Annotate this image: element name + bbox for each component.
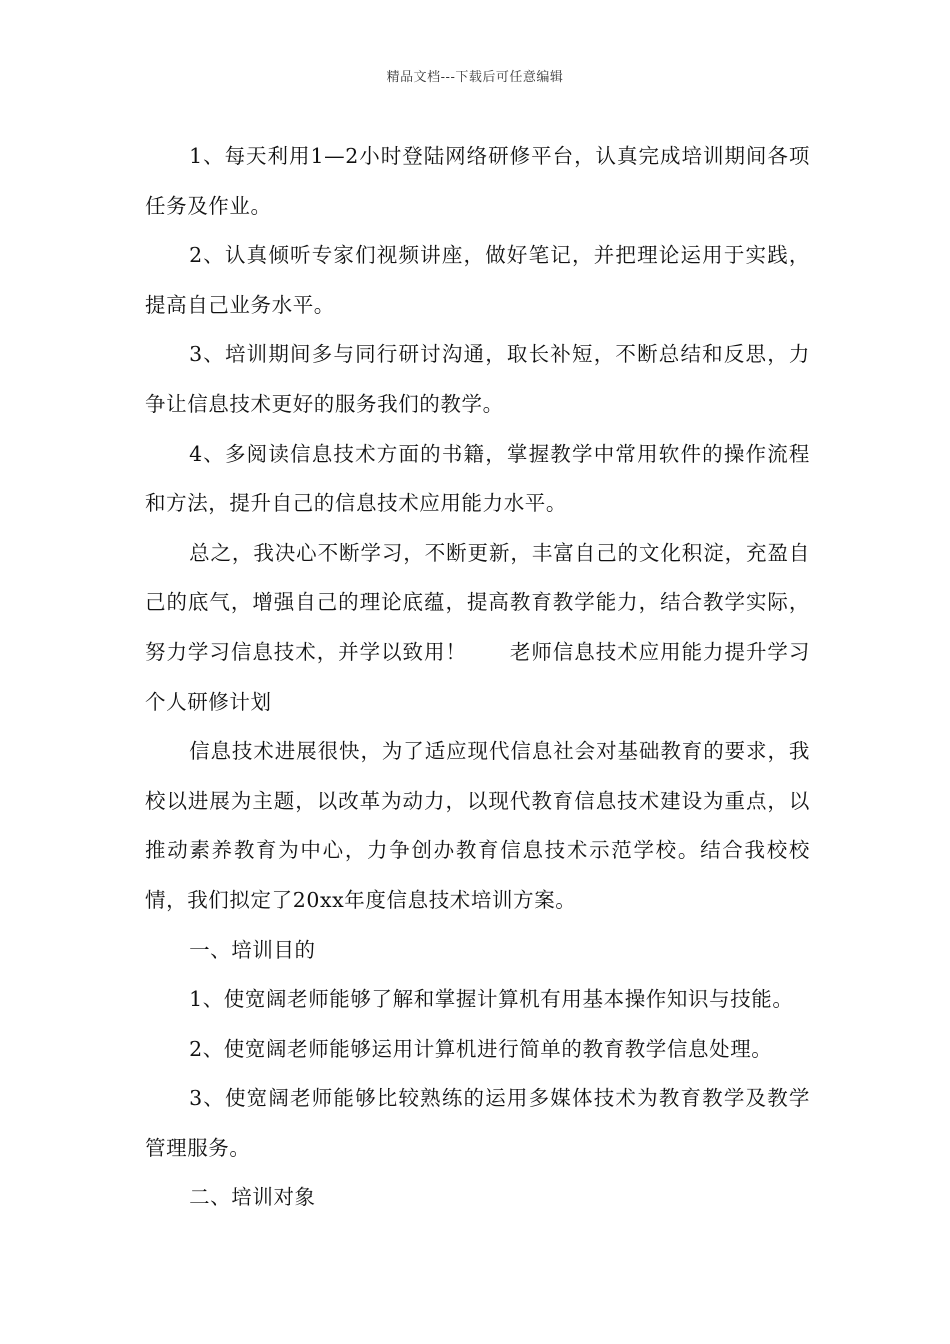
document-body [145, 132, 810, 1223]
paragraph-purpose-1: 1、使宽阔老师能够了解和掌握计算机有用基本操作知识与技能。 [189, 987, 794, 1012]
section-heading-purpose: 一、培训目的 [189, 937, 316, 962]
paragraph-task-3: 3、培训期间多与同行研讨沟通，取长补短，不断总结和反思，力争让信息技术更好的服务我们的教学。 [145, 342, 810, 416]
paragraph-task-1: 1、每天利用1—2小时登陆网络研修平台，认真完成培训期间各项任务及作业。 [145, 144, 810, 218]
paragraph-task-4: 4、多阅读信息技术方面的书籍，掌握教学中常用软件的操作流程和方法，提升自己的信息技术应用能力水平。 [145, 441, 810, 516]
paragraph-intro: 信息技术进展很快，为了适应现代信息社会对基础教育的要求，我校以进展为主题，以改革为动力，以现代教育信息技术建设为重点，以推动素养教育为中心，力争创办教育信息技术示范学校。结合我校校情，我们拟定了20xx年度信息技术培训方案。 [145, 739, 810, 912]
paragraph-summary: 总之，我决心不断学习，不断更新，丰富自己的文化积淀，充盈自己的底气，增强自己的理论底蕴，提高教育教学能力，结合教学实际，努力学习信息技术，并学以致用！ 老师信息技术应用能力提升学习个人研修计划 [145, 540, 810, 714]
section-heading-audience: 二、培训对象 [189, 1185, 316, 1210]
page-header: 精品文档---下载后可任意编辑 [386, 70, 564, 85]
paragraph-task-2: 2、认真倾听专家们视频讲座，做好笔记，并把理论运用于实践，提高自己业务水平。 [145, 243, 810, 317]
paragraph-purpose-3: 3、使宽阔老师能够比较熟练的运用多媒体技术为教育教学及教学管理服务。 [145, 1086, 810, 1160]
paragraph-purpose-2: 2、使宽阔老师能够运用计算机进行简单的教育教学信息处理。 [189, 1036, 773, 1061]
